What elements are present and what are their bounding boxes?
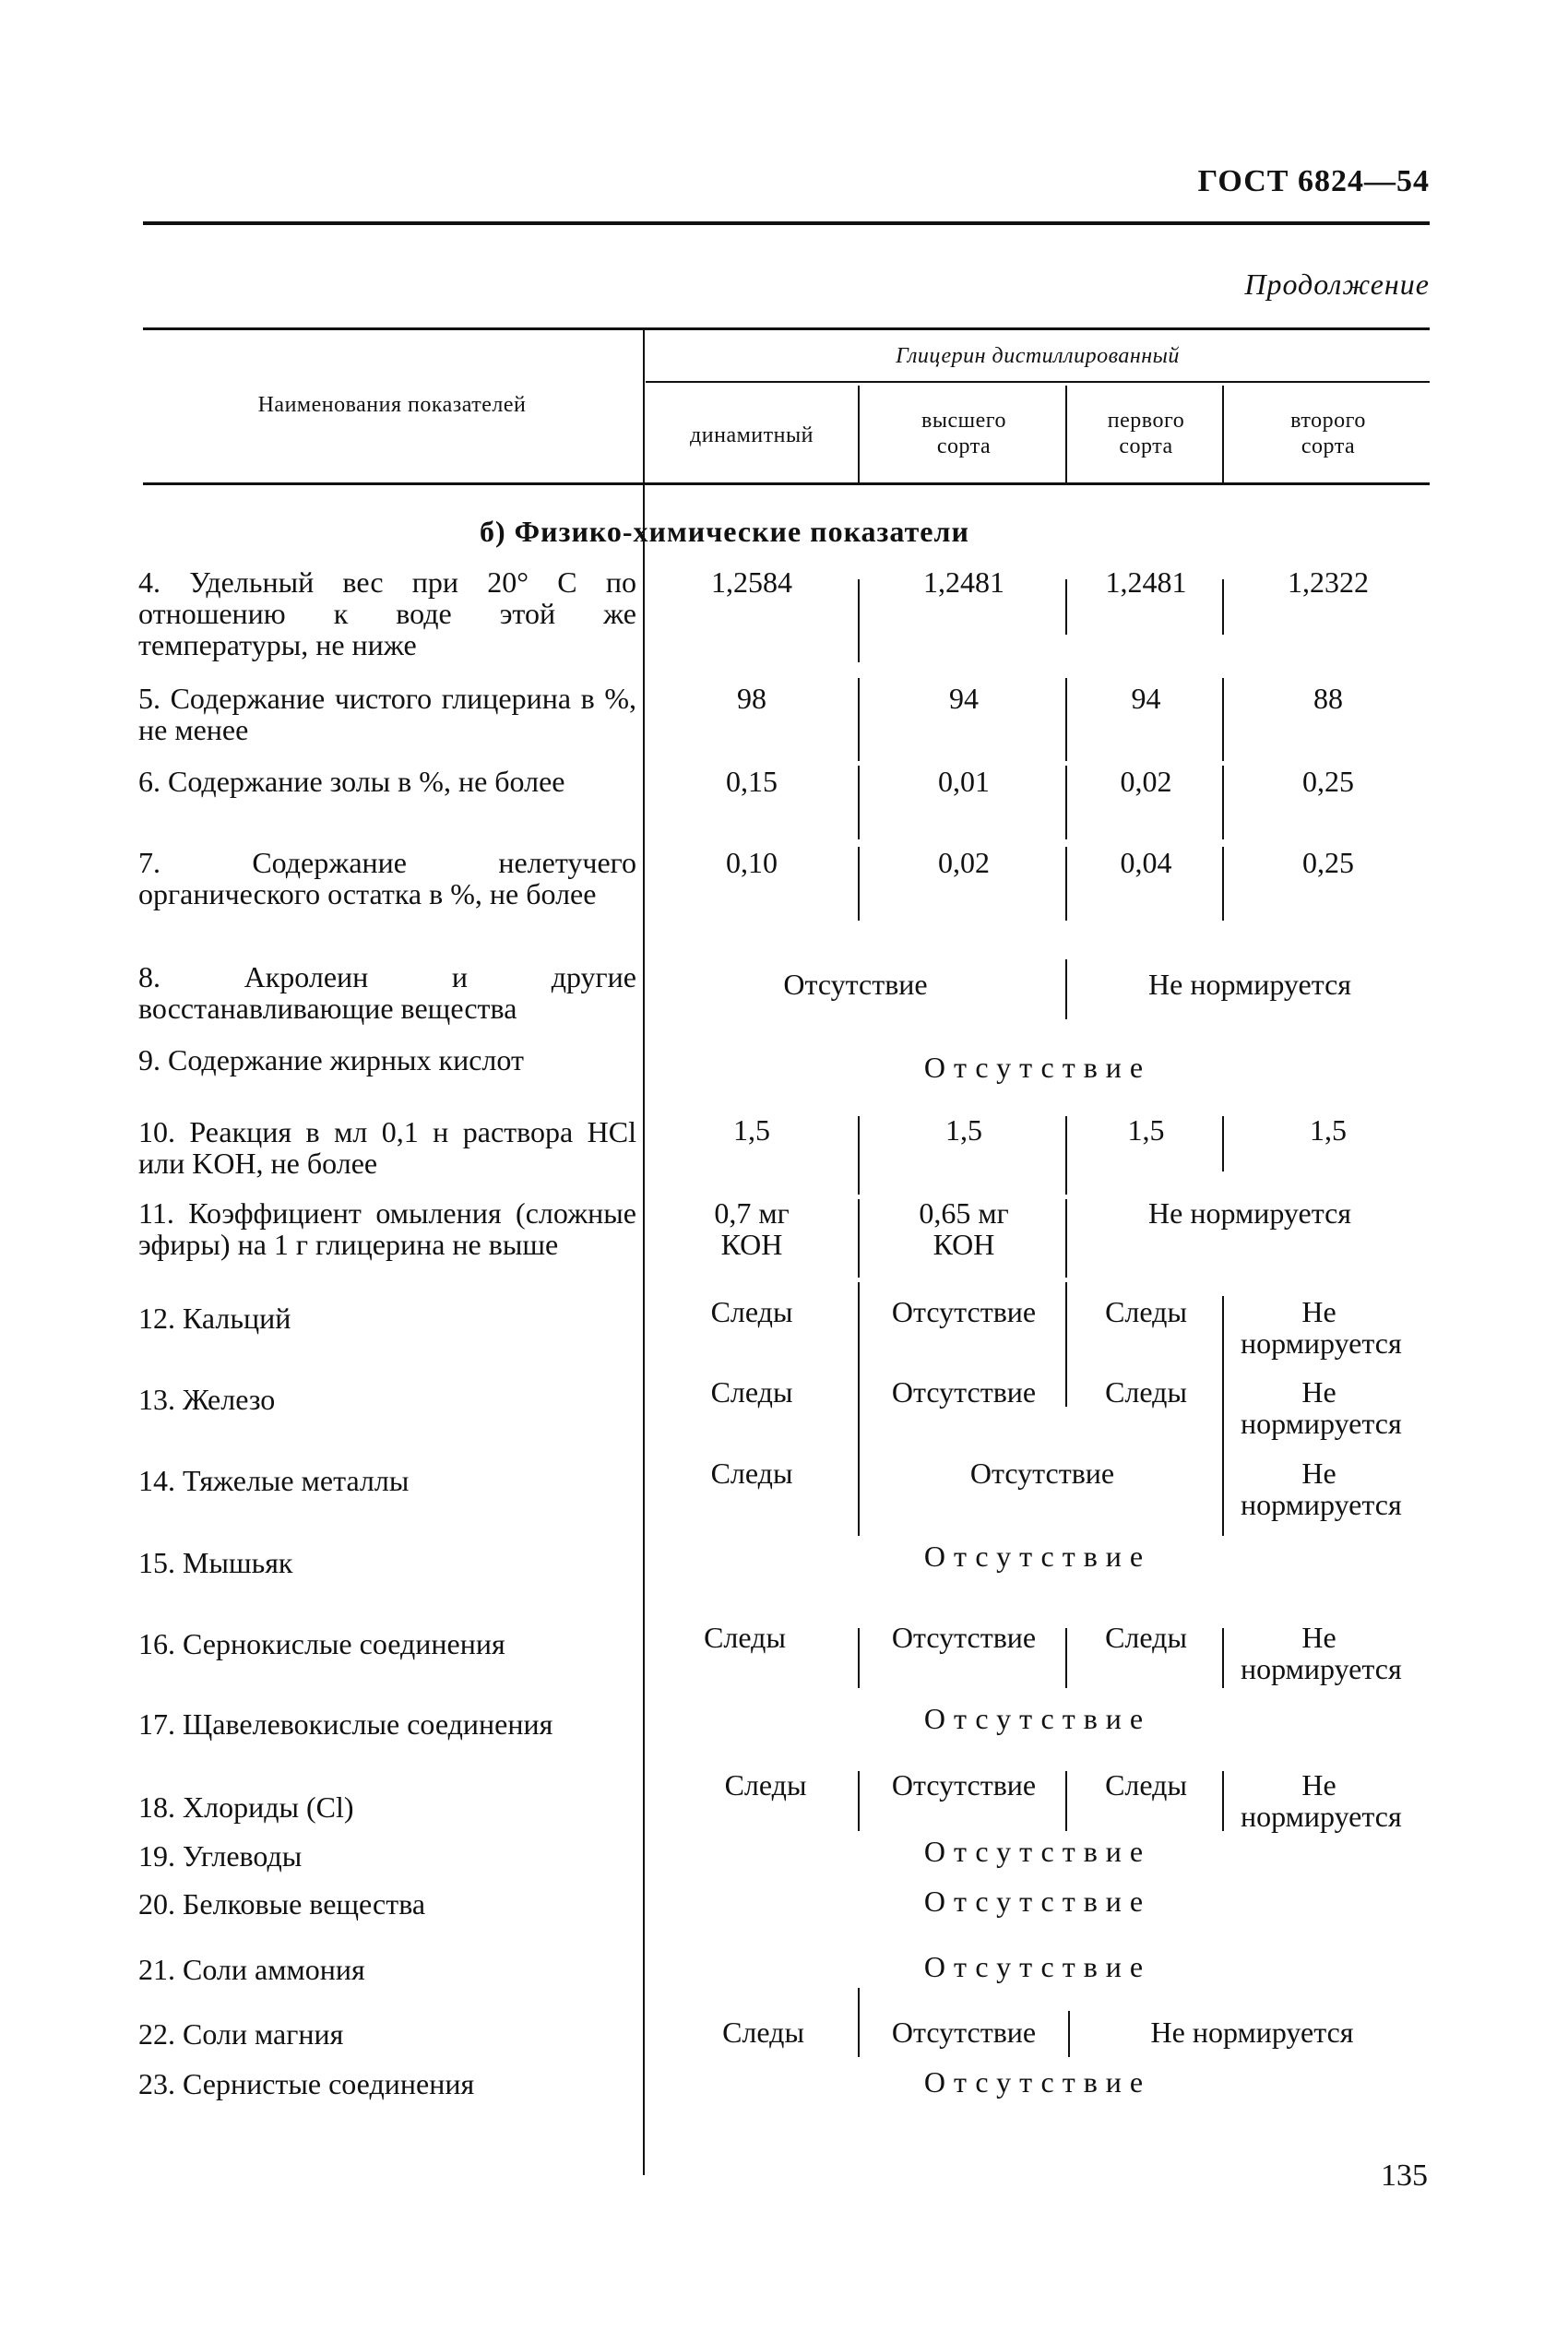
row-10-first: 1,5 <box>1127 1113 1165 1147</box>
cell-divider <box>858 1370 860 1453</box>
row-4-first: 1,2481 <box>1105 565 1187 599</box>
cell-divider <box>1222 1771 1224 1831</box>
row-6-second: 0,25 <box>1302 765 1354 798</box>
row-9-all: Отсутствие <box>923 1051 1152 1084</box>
cell-divider <box>1065 1771 1067 1831</box>
row-13-second: Не нормируется <box>1241 1375 1402 1440</box>
row-16-dynamite: Следы <box>704 1621 786 1654</box>
cell-divider <box>1222 766 1224 839</box>
cell-divider <box>858 1199 860 1278</box>
row-label-22: 22. Соли магния <box>138 2017 344 2051</box>
row-label-8: 8. Акролеин и другие восстанавливающие вещества <box>138 960 636 1025</box>
row-4-premium: 1,2481 <box>923 565 1004 599</box>
cell-divider <box>858 847 860 921</box>
row-label-4: 4. Удельный вес при 20° С по отношению к воде этой же температуры, не ниже <box>138 565 636 661</box>
row-12-first: Следы <box>1105 1295 1187 1328</box>
row-7-second: 0,25 <box>1302 846 1354 879</box>
row-21-all: Отсутствие <box>923 1950 1152 1983</box>
row-label-20: 20. Белковые вещества <box>138 1887 426 1921</box>
row-20-all: Отсутствие <box>923 1885 1152 1918</box>
row-label-13: 13. Железо <box>138 1383 276 1416</box>
row-17-all: Отсутствие <box>923 1702 1152 1735</box>
row-label-19: 19. Углеводы <box>138 1839 303 1873</box>
cell-divider <box>858 1628 860 1688</box>
cell-divider <box>858 579 860 662</box>
col-header-first: первого сорта <box>1107 409 1185 458</box>
cell-divider <box>858 1282 860 1370</box>
row-18-second: Не нормируется <box>1241 1768 1402 1833</box>
row-label-15: 15. Мышьяк <box>138 1546 293 1579</box>
row-13-premium: Отсутствие <box>891 1375 1037 1409</box>
page-number: 135 <box>1381 2159 1428 2193</box>
indicator-column-header: Наименования показателей <box>257 393 527 417</box>
row-16-premium: Отсутствие <box>891 1621 1037 1654</box>
cell-divider <box>1222 1453 1224 1536</box>
row-5-dynamite: 98 <box>737 682 766 715</box>
row-label-18: 18. Хлориды (Cl) <box>138 1790 354 1824</box>
row-label-7: 7. Содержание нелетучего органического остатка в %, не более <box>138 846 636 910</box>
cell-divider <box>1222 1116 1224 1171</box>
row-11-premium: 0,65 мг КОН <box>919 1196 1009 1261</box>
row-4-dynamite: 1,2584 <box>711 565 792 599</box>
row-label-9: 9. Содержание жирных кислот <box>138 1043 524 1076</box>
col-header-premium: высшего сорта <box>921 409 1006 458</box>
row-18-first: Следы <box>1105 1768 1187 1802</box>
row-22-dynamite: Следы <box>722 2016 804 2049</box>
row-14-dynamite: Следы <box>710 1457 793 1490</box>
document-number: ГОСТ 6824—54 <box>1197 164 1430 198</box>
row-label-6: 6. Содержание золы в %, не более <box>138 765 565 798</box>
cell-divider <box>1222 1628 1224 1688</box>
row-5-first: 94 <box>1131 682 1161 715</box>
cell-divider <box>858 678 860 761</box>
row-22-first-second: Не нормируется <box>1150 2016 1354 2049</box>
row-7-dynamite: 0,10 <box>726 846 778 879</box>
table-header-bottom-rule <box>143 482 1430 485</box>
row-16-first: Следы <box>1105 1621 1187 1654</box>
row-5-premium: 94 <box>949 682 979 715</box>
row-18-premium: Отсутствие <box>891 1768 1037 1802</box>
cell-divider <box>1222 678 1224 761</box>
cell-divider <box>1065 1199 1067 1278</box>
row-label-21: 21. Соли аммония <box>138 1953 365 1986</box>
cell-divider <box>1065 1628 1067 1688</box>
indicator-column-divider <box>643 330 645 2175</box>
col-header-dynamite: динамитный <box>690 423 814 447</box>
glycerin-group-header: Глицерин дистиллированный <box>896 344 1180 368</box>
row-11-first-second: Не нормируется <box>1148 1196 1351 1230</box>
row-label-11: 11. Коэффициент омыления (сложные эфиры) на 1 г глицерина не выше <box>138 1196 636 1261</box>
row-label-10: 10. Реакция в мл 0,1 н раствора HCl или KOH, не более <box>138 1115 636 1180</box>
row-7-first: 0,04 <box>1120 846 1172 879</box>
cell-divider <box>1065 1116 1067 1195</box>
cell-divider <box>1222 1296 1224 1370</box>
row-15-all: Отсутствие <box>923 1540 1152 1573</box>
cell-divider <box>1222 579 1224 635</box>
cell-divider <box>858 766 860 839</box>
row-14-second: Не нормируется <box>1241 1457 1402 1521</box>
row-13-first: Следы <box>1105 1375 1187 1409</box>
row-6-first: 0,02 <box>1120 765 1172 798</box>
col-header-second: второго сорта <box>1290 409 1366 458</box>
cell-divider <box>1065 678 1067 761</box>
row-8-first-second: Не нормируется <box>1148 968 1351 1001</box>
cell-divider <box>1222 1370 1224 1453</box>
row-13-dynamite: Следы <box>710 1375 793 1409</box>
row-label-12: 12. Кальций <box>138 1302 291 1335</box>
row-8-dynamite-premium: Отсутствие <box>783 968 928 1001</box>
row-14-premium-first: Отсутствие <box>969 1457 1115 1490</box>
cell-divider <box>858 1988 860 2057</box>
col-divider-2 <box>1065 386 1067 482</box>
row-11-dynamite: 0,7 мг КОН <box>714 1196 790 1261</box>
table-top-rule <box>143 327 1430 330</box>
row-label-14: 14. Тяжелые металлы <box>138 1464 410 1497</box>
row-16-second: Не нормируется <box>1241 1621 1402 1685</box>
group-header-rule <box>646 381 1430 383</box>
row-19-all: Отсутствие <box>923 1835 1152 1868</box>
section-title: б) Физико-химические показатели <box>480 515 969 548</box>
row-4-second: 1,2322 <box>1288 565 1369 599</box>
row-label-17: 17. Щавелевокислые соединения <box>138 1707 553 1741</box>
row-6-premium: 0,01 <box>938 765 990 798</box>
row-label-23: 23. Сернистые соединения <box>138 2067 475 2100</box>
cell-divider <box>1065 766 1067 839</box>
cell-divider <box>1065 959 1067 1019</box>
row-label-5: 5. Содержание чистого глицерина в %, не менее <box>138 682 636 746</box>
cell-divider <box>1222 847 1224 921</box>
continuation-label: Продолжение <box>1244 268 1430 301</box>
row-label-16: 16. Сернокислые соединения <box>138 1627 505 1660</box>
cell-divider <box>858 1116 860 1195</box>
row-22-premium: Отсутствие <box>891 2016 1037 2049</box>
row-10-premium: 1,5 <box>945 1113 982 1147</box>
row-23-all: Отсутствие <box>923 2065 1152 2099</box>
cell-divider <box>1068 2011 1070 2057</box>
cell-divider <box>1065 1370 1067 1407</box>
row-10-dynamite: 1,5 <box>733 1113 770 1147</box>
row-10-second: 1,5 <box>1310 1113 1347 1147</box>
cell-divider <box>1065 1282 1067 1370</box>
cell-divider <box>858 1771 860 1831</box>
row-12-dynamite: Следы <box>710 1295 793 1328</box>
row-7-premium: 0,02 <box>938 846 990 879</box>
row-18-dynamite: Следы <box>724 1768 807 1802</box>
header-rule <box>143 221 1430 225</box>
row-12-second: Не нормируется <box>1241 1295 1402 1360</box>
col-divider-3 <box>1222 386 1224 482</box>
cell-divider <box>1065 579 1067 635</box>
row-12-premium: Отсутствие <box>891 1295 1037 1328</box>
row-5-second: 88 <box>1313 682 1343 715</box>
cell-divider <box>1065 847 1067 921</box>
cell-divider <box>858 1453 860 1536</box>
col-divider-1 <box>858 386 860 482</box>
row-6-dynamite: 0,15 <box>726 765 778 798</box>
